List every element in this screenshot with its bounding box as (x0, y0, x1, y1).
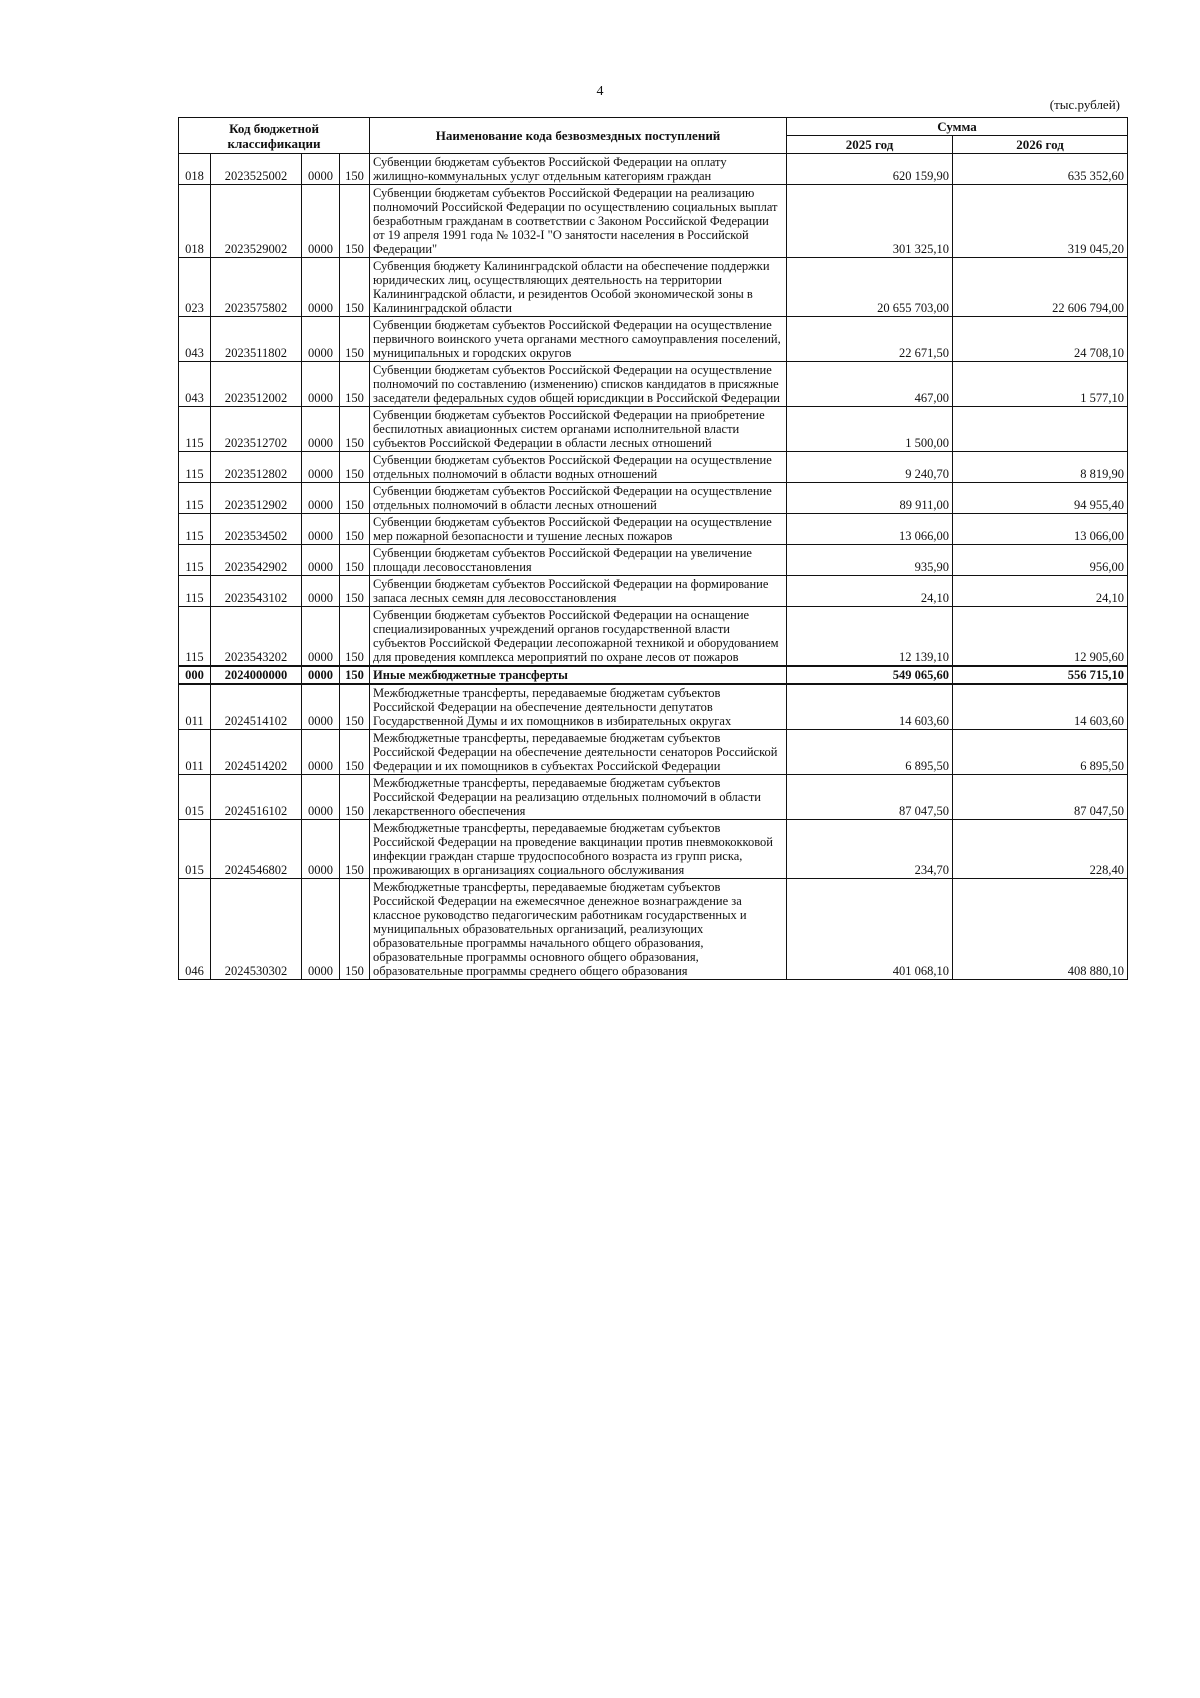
table-row (179, 258, 1128, 317)
economic-code-cell: 150 (340, 607, 370, 667)
economic-code-cell: 150 (340, 362, 370, 407)
amount-2025-cell: 24,10 (787, 576, 953, 607)
type-code-cell: 2023575802 (211, 258, 302, 317)
unit-label: (тыс.рублей) (1049, 97, 1120, 112)
program-code-cell: 0000 (302, 775, 340, 820)
program-code-cell: 0000 (302, 362, 340, 407)
revenue-name-cell: Субвенции бюджетам субъектов Российской Федерации на оплату жилищно-коммунальных услуг отдельным категориям граждан (370, 154, 787, 185)
type-code-cell: 2024546802 (211, 820, 302, 879)
admin-code-cell: 046 (179, 879, 211, 980)
revenue-name-cell: Субвенции бюджетам субъектов Российской Федерации на формирование запаса лесных семян для лесовосстановления (370, 576, 787, 607)
table-row (179, 820, 1128, 879)
amount-2025-cell: 14 603,60 (787, 684, 953, 730)
type-code-cell: 2024514102 (211, 684, 302, 730)
type-code-cell: 2023525002 (211, 154, 302, 185)
admin-code-cell: 043 (179, 317, 211, 362)
name-header: Наименование кода безвозмездных поступлений (370, 118, 787, 154)
type-code-cell: 2023534502 (211, 514, 302, 545)
revenue-name-cell: Межбюджетные трансферты, передаваемые бюджетам субъектов Российской Федерации на ежемесячное денежное вознаграждение за классное руководство педагогическим работникам государственных и муниципальных образовательных организаций, реализующих образовательные программы начального общего образования, образовательные программы основного общего образования, образовательные программы среднего общего образования (370, 879, 787, 980)
type-code-cell: 2024514202 (211, 730, 302, 775)
economic-code-cell: 150 (340, 258, 370, 317)
economic-code-cell: 150 (340, 407, 370, 452)
table-row (179, 452, 1128, 483)
amount-2025-cell: 234,70 (787, 820, 953, 879)
amount-2026-cell: 14 603,60 (953, 684, 1128, 730)
amount-2025-cell: 22 671,50 (787, 317, 953, 362)
table-row (179, 545, 1128, 576)
table-row (179, 607, 1128, 667)
admin-code-cell: 115 (179, 407, 211, 452)
revenue-name-cell: Субвенции бюджетам субъектов Российской Федерации на осуществление мер пожарной безопасности и тушение лесных пожаров (370, 514, 787, 545)
year-2026-header: 2026 год (953, 136, 1128, 154)
amount-2026-cell: 24 708,10 (953, 317, 1128, 362)
table-row (179, 775, 1128, 820)
amount-2026-cell: 12 905,60 (953, 607, 1128, 667)
amount-2025-cell: 6 895,50 (787, 730, 953, 775)
admin-code-cell: 015 (179, 775, 211, 820)
program-code-cell: 0000 (302, 607, 340, 667)
type-code-cell: 2023543102 (211, 576, 302, 607)
type-code-cell: 2023529002 (211, 185, 302, 258)
amount-2026-cell: 24,10 (953, 576, 1128, 607)
admin-code-cell: 115 (179, 452, 211, 483)
amount-2025-cell: 620 159,90 (787, 154, 953, 185)
page-number: 4 (596, 84, 604, 99)
program-code-cell: 0000 (302, 185, 340, 258)
admin-code-cell: 011 (179, 730, 211, 775)
amount-2025-cell: 401 068,10 (787, 879, 953, 980)
table-row (179, 879, 1128, 980)
admin-code-cell: 023 (179, 258, 211, 317)
revenue-name-cell: Межбюджетные трансферты, передаваемые бюджетам субъектов Российской Федерации на реализацию отдельных полномочий в области лекарственного обеспечения (370, 775, 787, 820)
economic-code-cell: 150 (340, 514, 370, 545)
type-code-cell: 2024000000 (211, 666, 302, 684)
amount-2026-cell (953, 407, 1128, 452)
admin-code-cell: 115 (179, 514, 211, 545)
admin-code-cell: 000 (179, 666, 211, 684)
type-code-cell: 2023512802 (211, 452, 302, 483)
economic-code-cell: 150 (340, 576, 370, 607)
revenue-name-cell: Субвенции бюджетам субъектов Российской Федерации на осуществление полномочий по составлению (изменению) списков кандидатов в присяжные заседатели федеральных судов общей юрисдикции в Российской Федерации (370, 362, 787, 407)
economic-code-cell: 150 (340, 666, 370, 684)
type-code-cell: 2023543202 (211, 607, 302, 667)
economic-code-cell: 150 (340, 775, 370, 820)
amount-2025-cell: 20 655 703,00 (787, 258, 953, 317)
economic-code-cell: 150 (340, 154, 370, 185)
table-body (179, 154, 1128, 980)
economic-code-cell: 150 (340, 483, 370, 514)
amount-2026-cell: 8 819,90 (953, 452, 1128, 483)
program-code-cell: 0000 (302, 820, 340, 879)
program-code-cell: 0000 (302, 407, 340, 452)
amount-2026-cell: 22 606 794,00 (953, 258, 1128, 317)
economic-code-cell: 150 (340, 684, 370, 730)
amount-2025-cell: 301 325,10 (787, 185, 953, 258)
amount-2025-cell: 89 911,00 (787, 483, 953, 514)
economic-code-cell: 150 (340, 317, 370, 362)
amount-2026-cell: 228,40 (953, 820, 1128, 879)
amount-2025-cell: 935,90 (787, 545, 953, 576)
table-row (179, 407, 1128, 452)
type-code-cell: 2024530302 (211, 879, 302, 980)
program-code-cell: 0000 (302, 879, 340, 980)
program-code-cell: 0000 (302, 483, 340, 514)
admin-code-cell: 015 (179, 820, 211, 879)
revenue-name-cell: Межбюджетные трансферты, передаваемые бюджетам субъектов Российской Федерации на обеспечение деятельности депутатов Государственной Думы и их помощников в избирательных округах (370, 684, 787, 730)
type-code-cell: 2023512902 (211, 483, 302, 514)
type-code-cell: 2023542902 (211, 545, 302, 576)
type-code-cell: 2023512702 (211, 407, 302, 452)
program-code-cell: 0000 (302, 545, 340, 576)
amount-2026-cell: 13 066,00 (953, 514, 1128, 545)
admin-code-cell: 115 (179, 607, 211, 667)
program-code-cell: 0000 (302, 666, 340, 684)
amount-2026-cell: 1 577,10 (953, 362, 1128, 407)
amount-2026-cell: 94 955,40 (953, 483, 1128, 514)
amount-2026-cell: 635 352,60 (953, 154, 1128, 185)
table-row (179, 185, 1128, 258)
table-row (179, 483, 1128, 514)
table-row (179, 154, 1128, 185)
revenue-name-cell: Субвенции бюджетам субъектов Российской Федерации на осуществление отдельных полномочий в области лесных отношений (370, 483, 787, 514)
table-row (179, 576, 1128, 607)
program-code-cell: 0000 (302, 684, 340, 730)
amount-2026-cell: 6 895,50 (953, 730, 1128, 775)
program-code-cell: 0000 (302, 576, 340, 607)
economic-code-cell: 150 (340, 820, 370, 879)
amount-2026-cell: 956,00 (953, 545, 1128, 576)
economic-code-cell: 150 (340, 452, 370, 483)
table-row (179, 362, 1128, 407)
amount-2026-cell: 319 045,20 (953, 185, 1128, 258)
program-code-cell: 0000 (302, 258, 340, 317)
table-row (179, 514, 1128, 545)
amount-2026-cell: 408 880,10 (953, 879, 1128, 980)
budget-table (178, 117, 1128, 980)
table-row (179, 684, 1128, 730)
table-row (179, 730, 1128, 775)
revenue-name-cell: Межбюджетные трансферты, передаваемые бюджетам субъектов Российской Федерации на обеспечение деятельности сенаторов Российской Федерации и их помощников в субъектах Российской Федерации (370, 730, 787, 775)
amount-2025-cell: 9 240,70 (787, 452, 953, 483)
economic-code-cell: 150 (340, 879, 370, 980)
amount-2025-cell: 13 066,00 (787, 514, 953, 545)
admin-code-cell: 018 (179, 154, 211, 185)
admin-code-cell: 115 (179, 483, 211, 514)
sum-header: Сумма (787, 118, 1128, 136)
admin-code-cell: 115 (179, 576, 211, 607)
table-header (179, 118, 1128, 154)
amount-2025-cell: 87 047,50 (787, 775, 953, 820)
revenue-name-cell: Субвенции бюджетам субъектов Российской Федерации на оснащение специализированных учреждений органов государственной власти субъектов Российской Федерации лесопожарной техникой и оборудованием для проведения комплекса мероприятий по охране лесов от пожаров (370, 607, 787, 667)
revenue-name-cell: Субвенции бюджетам субъектов Российской Федерации на осуществление первичного воинского учета органами местного самоуправления поселений, муниципальных и городских округов (370, 317, 787, 362)
code-header: Код бюджетной классификации (179, 118, 370, 154)
admin-code-cell: 011 (179, 684, 211, 730)
economic-code-cell: 150 (340, 730, 370, 775)
amount-2026-cell: 87 047,50 (953, 775, 1128, 820)
admin-code-cell: 115 (179, 545, 211, 576)
revenue-name-cell: Субвенции бюджетам субъектов Российской Федерации на приобретение беспилотных авиационных систем органами исполнительной власти субъектов Российской Федерации в области лесных отношений (370, 407, 787, 452)
amount-2025-cell: 549 065,60 (787, 666, 953, 684)
program-code-cell: 0000 (302, 452, 340, 483)
revenue-name-cell: Субвенции бюджетам субъектов Российской Федерации на осуществление отдельных полномочий в области водных отношений (370, 452, 787, 483)
revenue-name-cell: Межбюджетные трансферты, передаваемые бюджетам субъектов Российской Федерации на проведение вакцинации против пневмококковой инфекции граждан старше трудоспособного возраста из групп риска, проживающих в организациях социального обслуживания (370, 820, 787, 879)
program-code-cell: 0000 (302, 730, 340, 775)
program-code-cell: 0000 (302, 154, 340, 185)
type-code-cell: 2023511802 (211, 317, 302, 362)
economic-code-cell: 150 (340, 545, 370, 576)
admin-code-cell: 018 (179, 185, 211, 258)
year-2025-header: 2025 год (787, 136, 953, 154)
type-code-cell: 2024516102 (211, 775, 302, 820)
amount-2025-cell: 12 139,10 (787, 607, 953, 667)
program-code-cell: 0000 (302, 514, 340, 545)
revenue-name-cell: Субвенции бюджетам субъектов Российской Федерации на увеличение площади лесовосстановления (370, 545, 787, 576)
program-code-cell: 0000 (302, 317, 340, 362)
revenue-name-cell: Субвенция бюджету Калининградской области на обеспечение поддержки юридических лиц, осуществляющих деятельность на территории Калининградской области, и резидентов Особой экономической зоны в Калининградской области (370, 258, 787, 317)
table-row (179, 666, 1128, 684)
admin-code-cell: 043 (179, 362, 211, 407)
amount-2025-cell: 467,00 (787, 362, 953, 407)
economic-code-cell: 150 (340, 185, 370, 258)
amount-2026-cell: 556 715,10 (953, 666, 1128, 684)
amount-2025-cell: 1 500,00 (787, 407, 953, 452)
type-code-cell: 2023512002 (211, 362, 302, 407)
table-row (179, 317, 1128, 362)
revenue-name-cell: Субвенции бюджетам субъектов Российской Федерации на реализацию полномочий Российской Федерации по осуществлению социальных выплат безработным гражданам в соответствии с Законом Российской Федерации от 19 апреля 1991 года № 1032-I "О занятости населения в Российской Федерации" (370, 185, 787, 258)
revenue-name-cell: Иные межбюджетные трансферты (370, 666, 787, 684)
